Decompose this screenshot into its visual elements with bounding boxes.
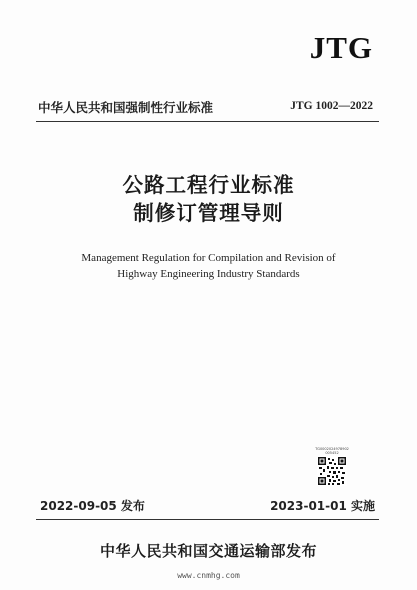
top-divider [36,121,379,122]
title-cn-line2: 制修订管理导则 [133,201,284,225]
qr-code-block [311,447,353,495]
standard-category: 中华人民共和国强制性行业标准 [38,100,214,115]
standard-code: JTG 1002—2022 [290,100,373,112]
qr-code-icon [317,456,347,486]
qr-caption-line2: 005452 [325,451,339,455]
jtg-logo: JTG [309,30,373,65]
title-cn-line1: 公路工程行业标准 [122,173,295,197]
title-en-line2: Highway Engineering Industry Standards [117,268,300,280]
watermark-url: www.cnmhg.com [177,571,240,580]
issue-date: 2022-09-05 发布 [40,499,145,513]
bottom-divider [36,519,379,520]
publisher: 中华人民共和国交通运输部发布 [99,542,317,560]
title-en-line1: Management Regulation for Compilation and Revision of [81,252,336,264]
qr-caption-line1: TG0002024978902 [315,447,349,451]
implementation-date: 2023-01-01 实施 [270,499,375,513]
